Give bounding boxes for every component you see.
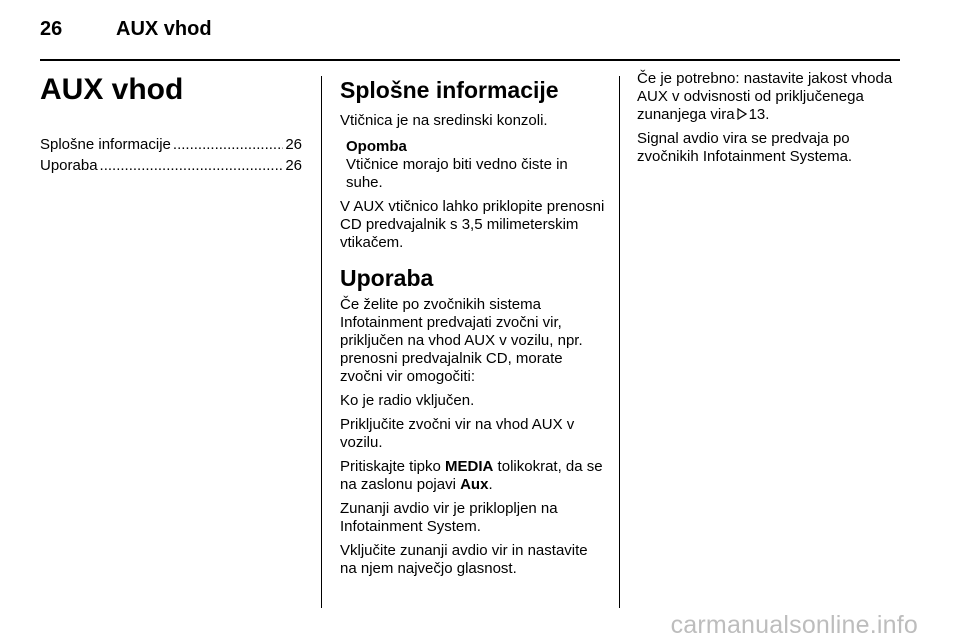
chapter-title: AUX vhod [40, 73, 184, 106]
column-divider-1 [321, 76, 322, 608]
usage-paragraph-1: Če želite po zvočnikih sistema Infotainment predvajati zvočni vir, priključen na vhod AUX v vozilu, npr. prenosni predvajalnik CD, morate zvočni vir omogočiti: [340, 296, 583, 385]
toc-item[interactable] [40, 136, 302, 157]
usage-paragraph-6: Vključite zunanji avdio vir in nastavite na njem največjo glasnost. [340, 542, 588, 577]
usage-heading: Uporaba [340, 265, 434, 291]
column-divider-2 [619, 76, 620, 608]
usage-paragraph-3: Priključite zvočni vir na vhod AUX v vozilu. [340, 416, 575, 451]
toc-leader-dots [173, 136, 283, 154]
column-3 [637, 70, 900, 172]
toc-leader-dots [100, 157, 284, 175]
header-rule [40, 59, 900, 61]
column-2 [340, 70, 605, 584]
toc-item-label: Uporaba [40, 157, 98, 174]
header-section-title: AUX vhod [116, 18, 212, 40]
usage-paragraph-5: Zunanji avdio vir je priklopljen na Infotainment System. [340, 500, 558, 535]
page-reference-link[interactable]: 13. [748, 106, 770, 123]
toc-item-page: 26 [285, 136, 302, 153]
watermark: carmanualsonline.info [670, 611, 918, 639]
general-paragraph-2: V AUX vtičnico lahko priklopite prenosni CD predvajalnik s 3,5 milimeterskim vtikačem. [340, 198, 605, 251]
col3-paragraph-2: Signal avdio vira se predvaja po zvočnikih Infotainment Systema. [637, 130, 853, 165]
media-key-label: MEDIA [445, 458, 494, 475]
col3-p1-text: Če je potrebno: nastavite jakost vhoda AUX v odvisnosti od priključenega zunanjega vira [637, 70, 893, 123]
usage-paragraph-4 [340, 458, 605, 494]
toc-item[interactable] [40, 157, 302, 178]
note-text: Vtičnice morajo biti vedno čiste in suhe. [346, 156, 568, 191]
aux-display-value: Aux [460, 476, 489, 493]
toc-item-label: Splošne informacije [40, 136, 171, 153]
toc-item-page: 26 [285, 157, 302, 174]
note-label: Opomba [346, 138, 407, 155]
col3-paragraph-1 [637, 70, 900, 124]
usage-p4-text: Pritiskajte tipko [340, 458, 446, 475]
note-box [346, 138, 605, 192]
page-number: 26 [40, 18, 63, 40]
usage-p4-end: . [488, 476, 493, 493]
general-heading: Splošne informacije [340, 77, 559, 103]
column-1 [40, 70, 302, 178]
usage-paragraph-2: Ko je radio vključen. [340, 392, 475, 409]
table-of-contents [40, 136, 302, 178]
usage-p4-text-2: tolikokrat, da se na zaslonu pojavi [340, 458, 603, 493]
general-paragraph-1: Vtičnica je na sredinski konzoli. [340, 112, 548, 129]
page-reference-arrow-icon [737, 107, 747, 119]
